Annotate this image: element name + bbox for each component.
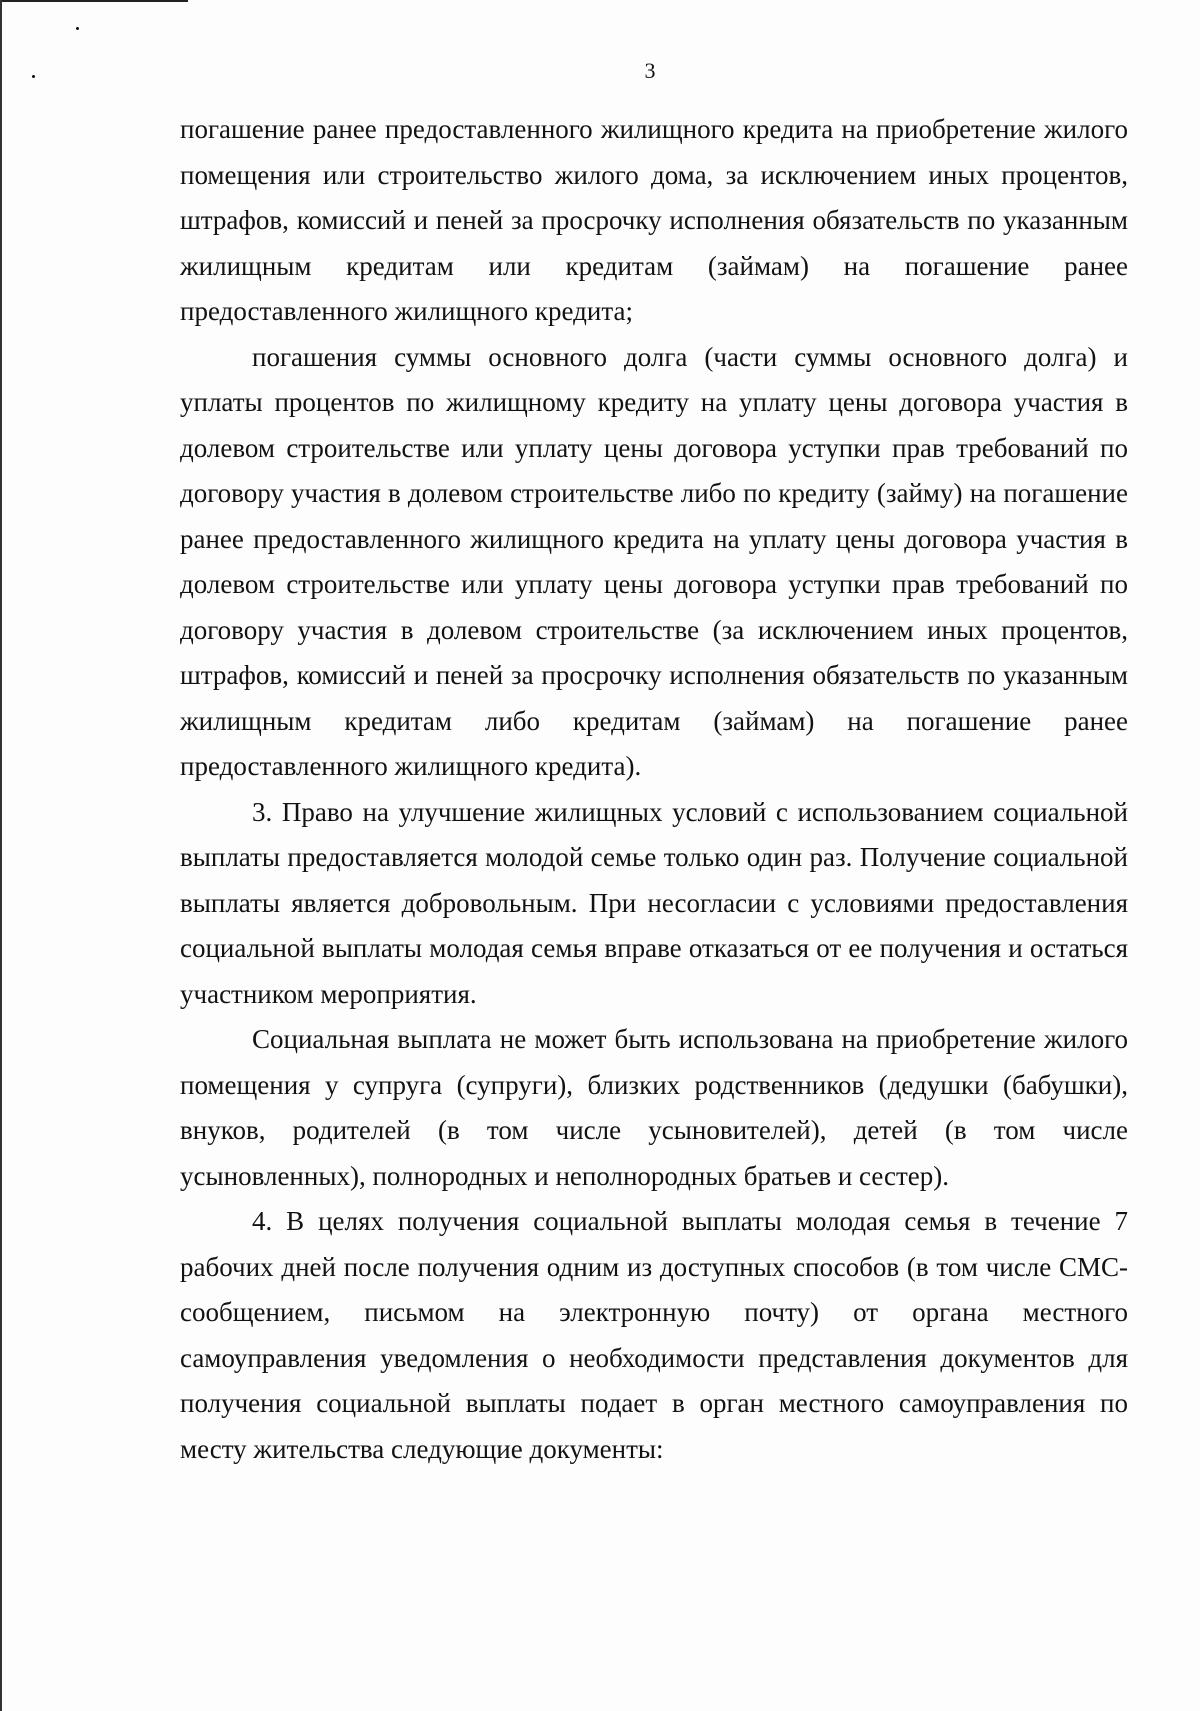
scan-speck [76,27,79,30]
page-number: 3 [644,58,656,83]
scan-edge-top [0,0,188,2]
paragraph: погашение ранее предоставленного жилищного кредита на приобретение жилого помещения или строительство жилого дома, за исключением иных процентов, штрафов, комиссий и пеней за просрочку исполнения обязательств по указанным жилищным кредитам или кредитам (займам) на погашение ранее предоставленного жилищного кредита; [180,114,1128,326]
paragraph: Социальная выплата не может быть использована на приобретение жилого помещения у супруга (супруги), близких родственников (дедушки (бабушки), внуков, родителей (в том числе усыновителей), детей (в том числе усыновленных), полнородных и неполнородных братьев и сестер). [180,1024,1128,1191]
document-body [180,107,1128,1472]
paragraph: 3. Право на улучшение жилищных условий с использованием социальной выплаты предоставляется молодой семье только один раз. Получение социальной выплаты является добровольным. При несогласии с условиями предоставления социальной выплаты молодая семья вправе отказаться от ее получения и остаться участником мероприятия. [180,796,1128,1009]
scan-edge-left [0,0,2,1711]
paragraph: погашения суммы основного долга (части суммы основного долга) и уплаты процентов по жилищному кредиту на уплату цены договора участия в долевом строительстве или уплату цены договора уступки прав требований по договору участия в долевом строительстве либо по кредиту (займу) на погашение ранее предоставленного жилищного кредита на уплату цены договора участия в долевом строительстве или уплату цены договора уступки прав требований по договору участия в долевом строительстве (за исключением иных процентов, штрафов, комиссий и пеней за просрочку исполнения обязательств по указанным жилищным кредитам либо кредитам (займам) на погашение ранее предоставленного жилищного кредита). [180,341,1128,781]
paragraph: 4. В целях получения социальной выплаты молодая семья в течение 7 рабочих дней после получения одним из доступных способов (в том числе СМС-сообщением, письмом на электронную почту) от органа местного самоуправления уведомления о необходимости представления документов для получения социальной выплаты подает в орган местного самоуправления по месту жительства следующие документы: [180,1206,1128,1464]
